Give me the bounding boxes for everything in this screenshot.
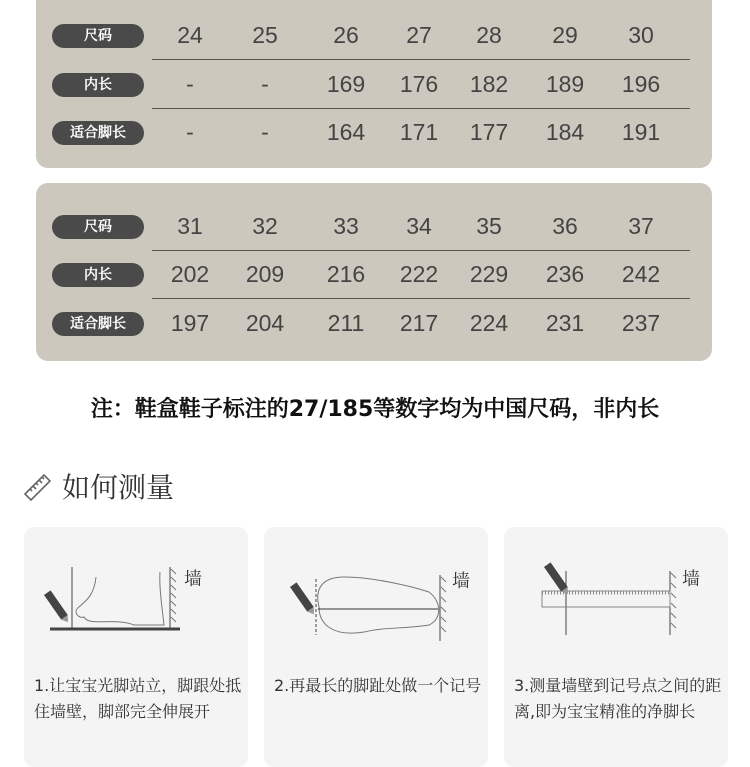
step-text: 1.让宝宝光脚站立，脚跟处抵住墙壁，脚部完全伸展开 [34,676,242,721]
table-cell: 196 [621,71,661,97]
table-cell: 222 [399,261,439,287]
table-cell: 169 [326,71,366,97]
table-cell: 27 [406,22,432,48]
table-cell: 216 [326,261,366,287]
table-cell: 176 [399,71,439,97]
table-cell: 242 [621,261,661,287]
table-row [36,211,712,241]
foot-against-wall-illustration [24,547,248,647]
size-note: 注：鞋盒鞋子标注的27/185等数字均为中国尺码，非内长 [90,397,660,422]
ruler-measure-illustration [504,547,728,647]
ruler-icon [22,470,54,502]
table-cell: 236 [545,261,585,287]
table-cell: 171 [399,119,439,145]
table-cell: 25 [252,22,278,48]
table-cell: 177 [469,119,509,145]
table-cell: 231 [545,310,585,336]
table-cell: 224 [469,310,509,336]
table-cell: 229 [469,261,509,287]
table-cell: 30 [628,22,654,48]
section-title: 如何测量 [62,471,175,504]
size-table-1 [36,0,712,168]
row-divider [152,250,690,251]
step-card-2 [264,527,488,767]
row-label: 尺码 [52,24,144,48]
section-heading [22,466,174,506]
table-cell: 32 [252,213,278,239]
row-divider [152,298,690,299]
row-divider [152,59,690,60]
table-cell: 31 [177,213,203,239]
table-cell: 34 [406,213,432,239]
table-cell: 197 [170,310,210,336]
table-cell: 184 [545,119,585,145]
row-label: 尺码 [52,215,144,239]
table-cell: 26 [333,22,359,48]
table-cell: 217 [399,310,439,336]
wall-label: 墙 [682,569,700,590]
table-row [36,117,712,147]
row-label: 适合脚长 [52,312,144,336]
table-cell: 33 [333,213,359,239]
table-cell: 24 [177,22,203,48]
table-cell: - [186,71,194,97]
row-label: 适合脚长 [52,121,144,145]
mark-toe-illustration [264,547,488,647]
table-cell: 36 [552,213,578,239]
wall-label: 墙 [452,571,470,592]
table-row [36,20,712,50]
wall-label: 墙 [184,569,202,590]
step-text: 3.测量墙壁到记号点之间的距离,即为宝宝精准的净脚长 [514,676,722,721]
table-cell: - [261,71,269,97]
table-cell: 37 [628,213,654,239]
table-cell: 191 [621,119,661,145]
size-table-2 [36,183,712,361]
step-card-1 [24,527,248,767]
table-cell: 164 [326,119,366,145]
table-cell: 182 [469,71,509,97]
table-cell: - [186,119,194,145]
row-divider [152,108,690,109]
table-cell: 204 [245,310,285,336]
row-label: 内长 [52,73,144,97]
table-cell: 28 [476,22,502,48]
table-cell: 237 [621,310,661,336]
table-cell: 35 [476,213,502,239]
table-cell: 29 [552,22,578,48]
row-label: 内长 [52,263,144,287]
table-row [36,308,712,338]
table-row [36,69,712,99]
table-cell: 202 [170,261,210,287]
table-cell: - [261,119,269,145]
step-text: 2.再最长的脚趾处做一个记号 [274,676,482,695]
table-cell: 211 [327,310,365,336]
step-card-3 [504,527,728,767]
table-cell: 209 [245,261,285,287]
table-row [36,259,712,289]
table-cell: 189 [545,71,585,97]
